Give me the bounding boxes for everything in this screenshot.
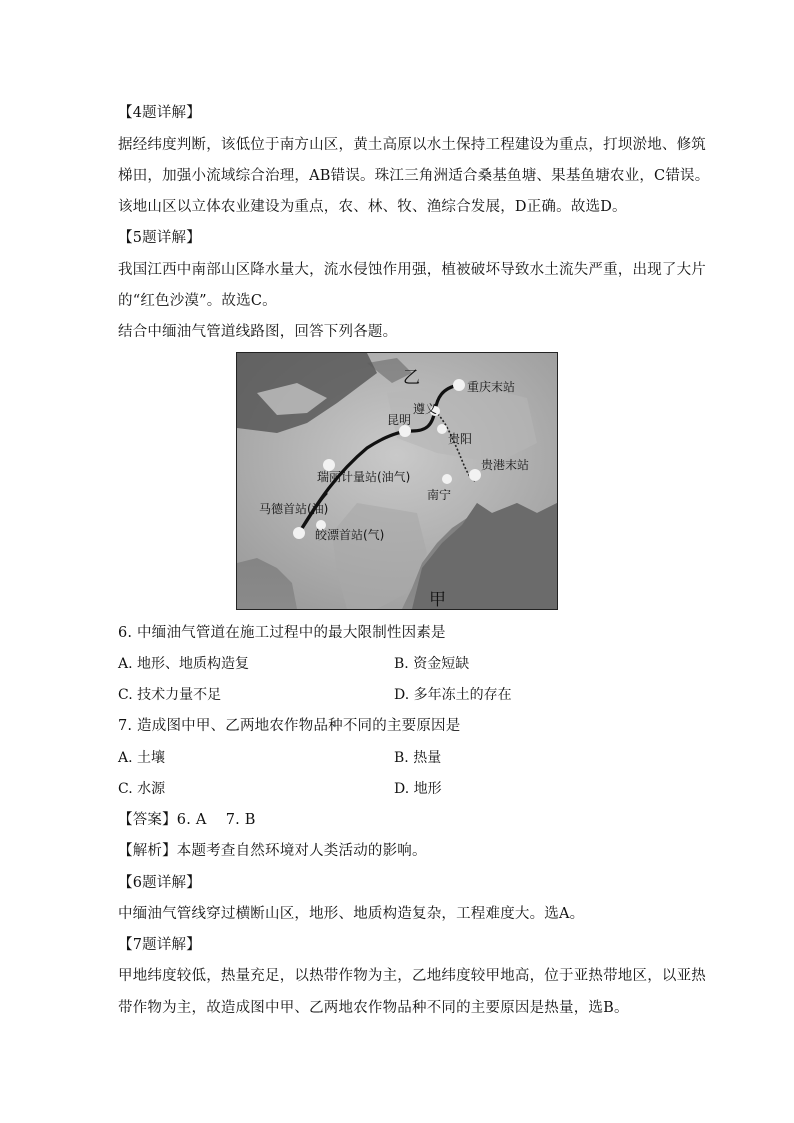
q7-explanation-line-2: 带作物为主，故造成图中甲、乙两地农作物品种不同的主要原因是热量，选B。 [118, 1000, 629, 1016]
map-label-ruili: 瑞丽计量站(油气) [317, 470, 411, 484]
map-question-intro: 结合中缅油气管道线路图，回答下列各题。 [118, 324, 398, 340]
map-label-jia: 甲 [429, 590, 446, 609]
section-heading-q7: 【7题详解】 [118, 937, 201, 953]
station-dot-made [293, 527, 305, 539]
q5-explanation-line-2: 的“红色沙漠”。故选C。 [118, 293, 277, 309]
q6-option-c: C. 技术力量不足 [118, 687, 222, 703]
q6-option-d: D. 多年冻土的存在 [394, 687, 512, 703]
station-dot-guigang [469, 469, 481, 481]
pipeline-map [236, 352, 558, 610]
station-dot-chongqing [453, 379, 465, 391]
q7-option-a: A. 土壤 [118, 750, 166, 766]
q7-explanation-line-1: 甲地纬度较低，热量充足，以热带作物为主，乙地纬度较甲地高，位于亚热带地区，以亚热 [118, 968, 706, 984]
question-6-stem: 6. 中缅油气管道在施工过程中的最大限制性因素是 [118, 625, 446, 641]
section-heading-q6: 【6题详解】 [118, 875, 201, 891]
map-label-made: 马德首站(油) [259, 502, 329, 516]
q6-option-b: B. 资金短缺 [394, 656, 470, 672]
map-label-chongqing: 重庆末站 [467, 380, 516, 394]
section-heading-q5: 【5题详解】 [118, 230, 201, 246]
station-dot-guiyang [437, 424, 447, 434]
q7-option-d: D. 地形 [394, 781, 442, 797]
q4-explanation-line-2: 梯田，加强小流域综合治理，AB错误。珠江三角洲适合桑基鱼塘、果基鱼塘农业，C错误。 [118, 168, 710, 184]
section-heading-q4: 【4题详解】 [118, 105, 201, 121]
q4-explanation-line-1: 据经纬度判断，该低位于南方山区，黄土高原以水土保持工程建设为重点，打坝淤地、修筑 [118, 137, 706, 153]
map-label-zunyi: 遵义 [413, 402, 438, 416]
answer-line: 【答案】6. A 7. B [118, 812, 256, 828]
map-label-nanning: 南宁 [427, 488, 452, 502]
map-label-guigang: 贵港末站 [481, 458, 530, 472]
analysis-line: 【解析】本题考查自然环境对人类活动的影响。 [118, 843, 427, 859]
map-label-guiyang: 贵阳 [448, 432, 473, 446]
q4-explanation-line-3: 该地山区以立体农业建设为重点，农、林、牧、渔综合发展，D正确。故选D。 [118, 199, 627, 215]
station-dot-nanning [442, 474, 452, 484]
map-label-yi: 乙 [403, 368, 420, 388]
map-label-kunming: 昆明 [387, 413, 412, 427]
q5-explanation-line-1: 我国江西中南部山区降水量大，流水侵蚀作用强，植被破坏导致水土流失严重，出现了大片 [118, 262, 706, 278]
question-7-stem: 7. 造成图中甲、乙两地农作物品种不同的主要原因是 [118, 718, 461, 734]
map-label-jiaopiao: 皎漂首站(气) [315, 528, 385, 542]
q6-explanation-line: 中缅油气管线穿过横断山区，地形、地质构造复杂，工程难度大。选A。 [118, 906, 585, 922]
pipeline-map-graphic [237, 353, 557, 609]
q7-option-c: C. 水源 [118, 781, 166, 797]
q7-option-b: B. 热量 [394, 750, 442, 766]
q6-option-a: A. 地形、地质构造复 [118, 656, 250, 672]
